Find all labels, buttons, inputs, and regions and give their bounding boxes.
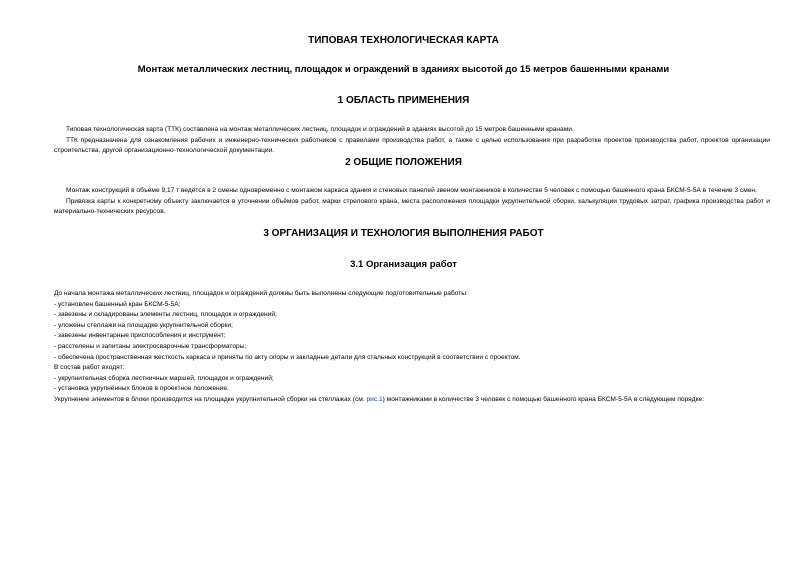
section-2-paragraph: Монтаж конструкций в объёме 9,17 т ведётся в 2 смены одновременно с монтажом каркаса здания и стеновых панелей звеном монтажников в количестве 5 человек с помощью башенного крана БКСМ-5-5А в течение 3 смен. [66,187,757,194]
section-1-paragraph: ТТК предназначена для ознакомления рабочих и инженерно-технических работников с правилами производства работ, а также с целью использования при разработке проектов производства работ, проектов организации строительства, другой организационно-технологической документации. [54,136,770,155]
assembly-text-end: ) монтажниками в количестве 3 человек с помощью башенного крана БКСМ-5-5А в следующем порядке: [382,395,705,403]
section-1-heading: 1 ОБЛАСТЬ ПРИМЕНЕНИЯ [337,95,470,106]
section-1-body [54,125,770,157]
prep-list-item: - расстелены и запитаны электросварочные трансформаторы; [54,342,247,350]
prep-list-item: - завезены инвентарные приспособления и инструмент; [54,332,226,340]
scope-list-item: - укрупнительная сборка лестничных маршей, площадок и ограждений; [54,374,274,382]
document-subtitle: Монтаж металлических лестниц, площадок и ограждений в зданиях высотой до 15 метров башенными кранами [137,64,670,75]
prep-list-item: - завезены и складированы элементы лестниц, площадок и ограждений; [54,311,277,319]
assembly-paragraph [54,395,770,406]
document-title: ТИПОВАЯ ТЕХНОЛОГИЧЕСКАЯ КАРТА [308,35,499,46]
scope-intro: В состав работ входят: [54,364,125,372]
section-2-body [54,186,770,218]
prep-list-item: - обеспечена пространственная жесткость каркаса и приняты по акту опоры и закладные детали для стальных конструкций в соответствии с проектом. [54,353,521,361]
scope-list-item: - установка укрупнённых блоков в проектное положение. [54,385,229,393]
section-3-heading: 3 ОРГАНИЗАЦИЯ И ТЕХНОЛОГИЯ ВЫПОЛНЕНИЯ РАБОТ [263,228,544,239]
section-2-paragraph: Привязка карты к конкретному объекту заключается в уточнении объёмов работ, марки стрелового крана, места расположения площадки укрупнительной сборки, калькуляции трудовых затрат, графика производства работ и материально-технических ресурсов. [54,197,770,216]
prep-list-item: - установлен башенный кран БКСМ-5-5А; [54,300,181,308]
subsection-3-1-heading: 3.1 Организация работ [350,259,457,270]
figure-1-link[interactable]: рис.1 [366,395,383,403]
section-2-heading: 2 ОБЩИЕ ПОЛОЖЕНИЯ [345,157,462,168]
assembly-text-start: Укрупнение элементов в блоки производится на площадке укрупнительной сборки на стеллажах (см. [54,395,367,403]
section-1-paragraph: Типовая технологическая карта (ТТК) составлена на монтаж металлических лестниц, площадок и ограждений в зданиях высотой до 15 метров башенными кранами. [66,126,574,133]
prep-intro: До начала монтажа металлических лестниц, площадок и ограждений должны быть выполнены следующие подготовительные работы: [54,290,468,297]
prep-list-item: - уложены стеллажи на площадке укрупнительной сборки; [54,321,233,329]
subsection-3-1-body [54,289,770,406]
